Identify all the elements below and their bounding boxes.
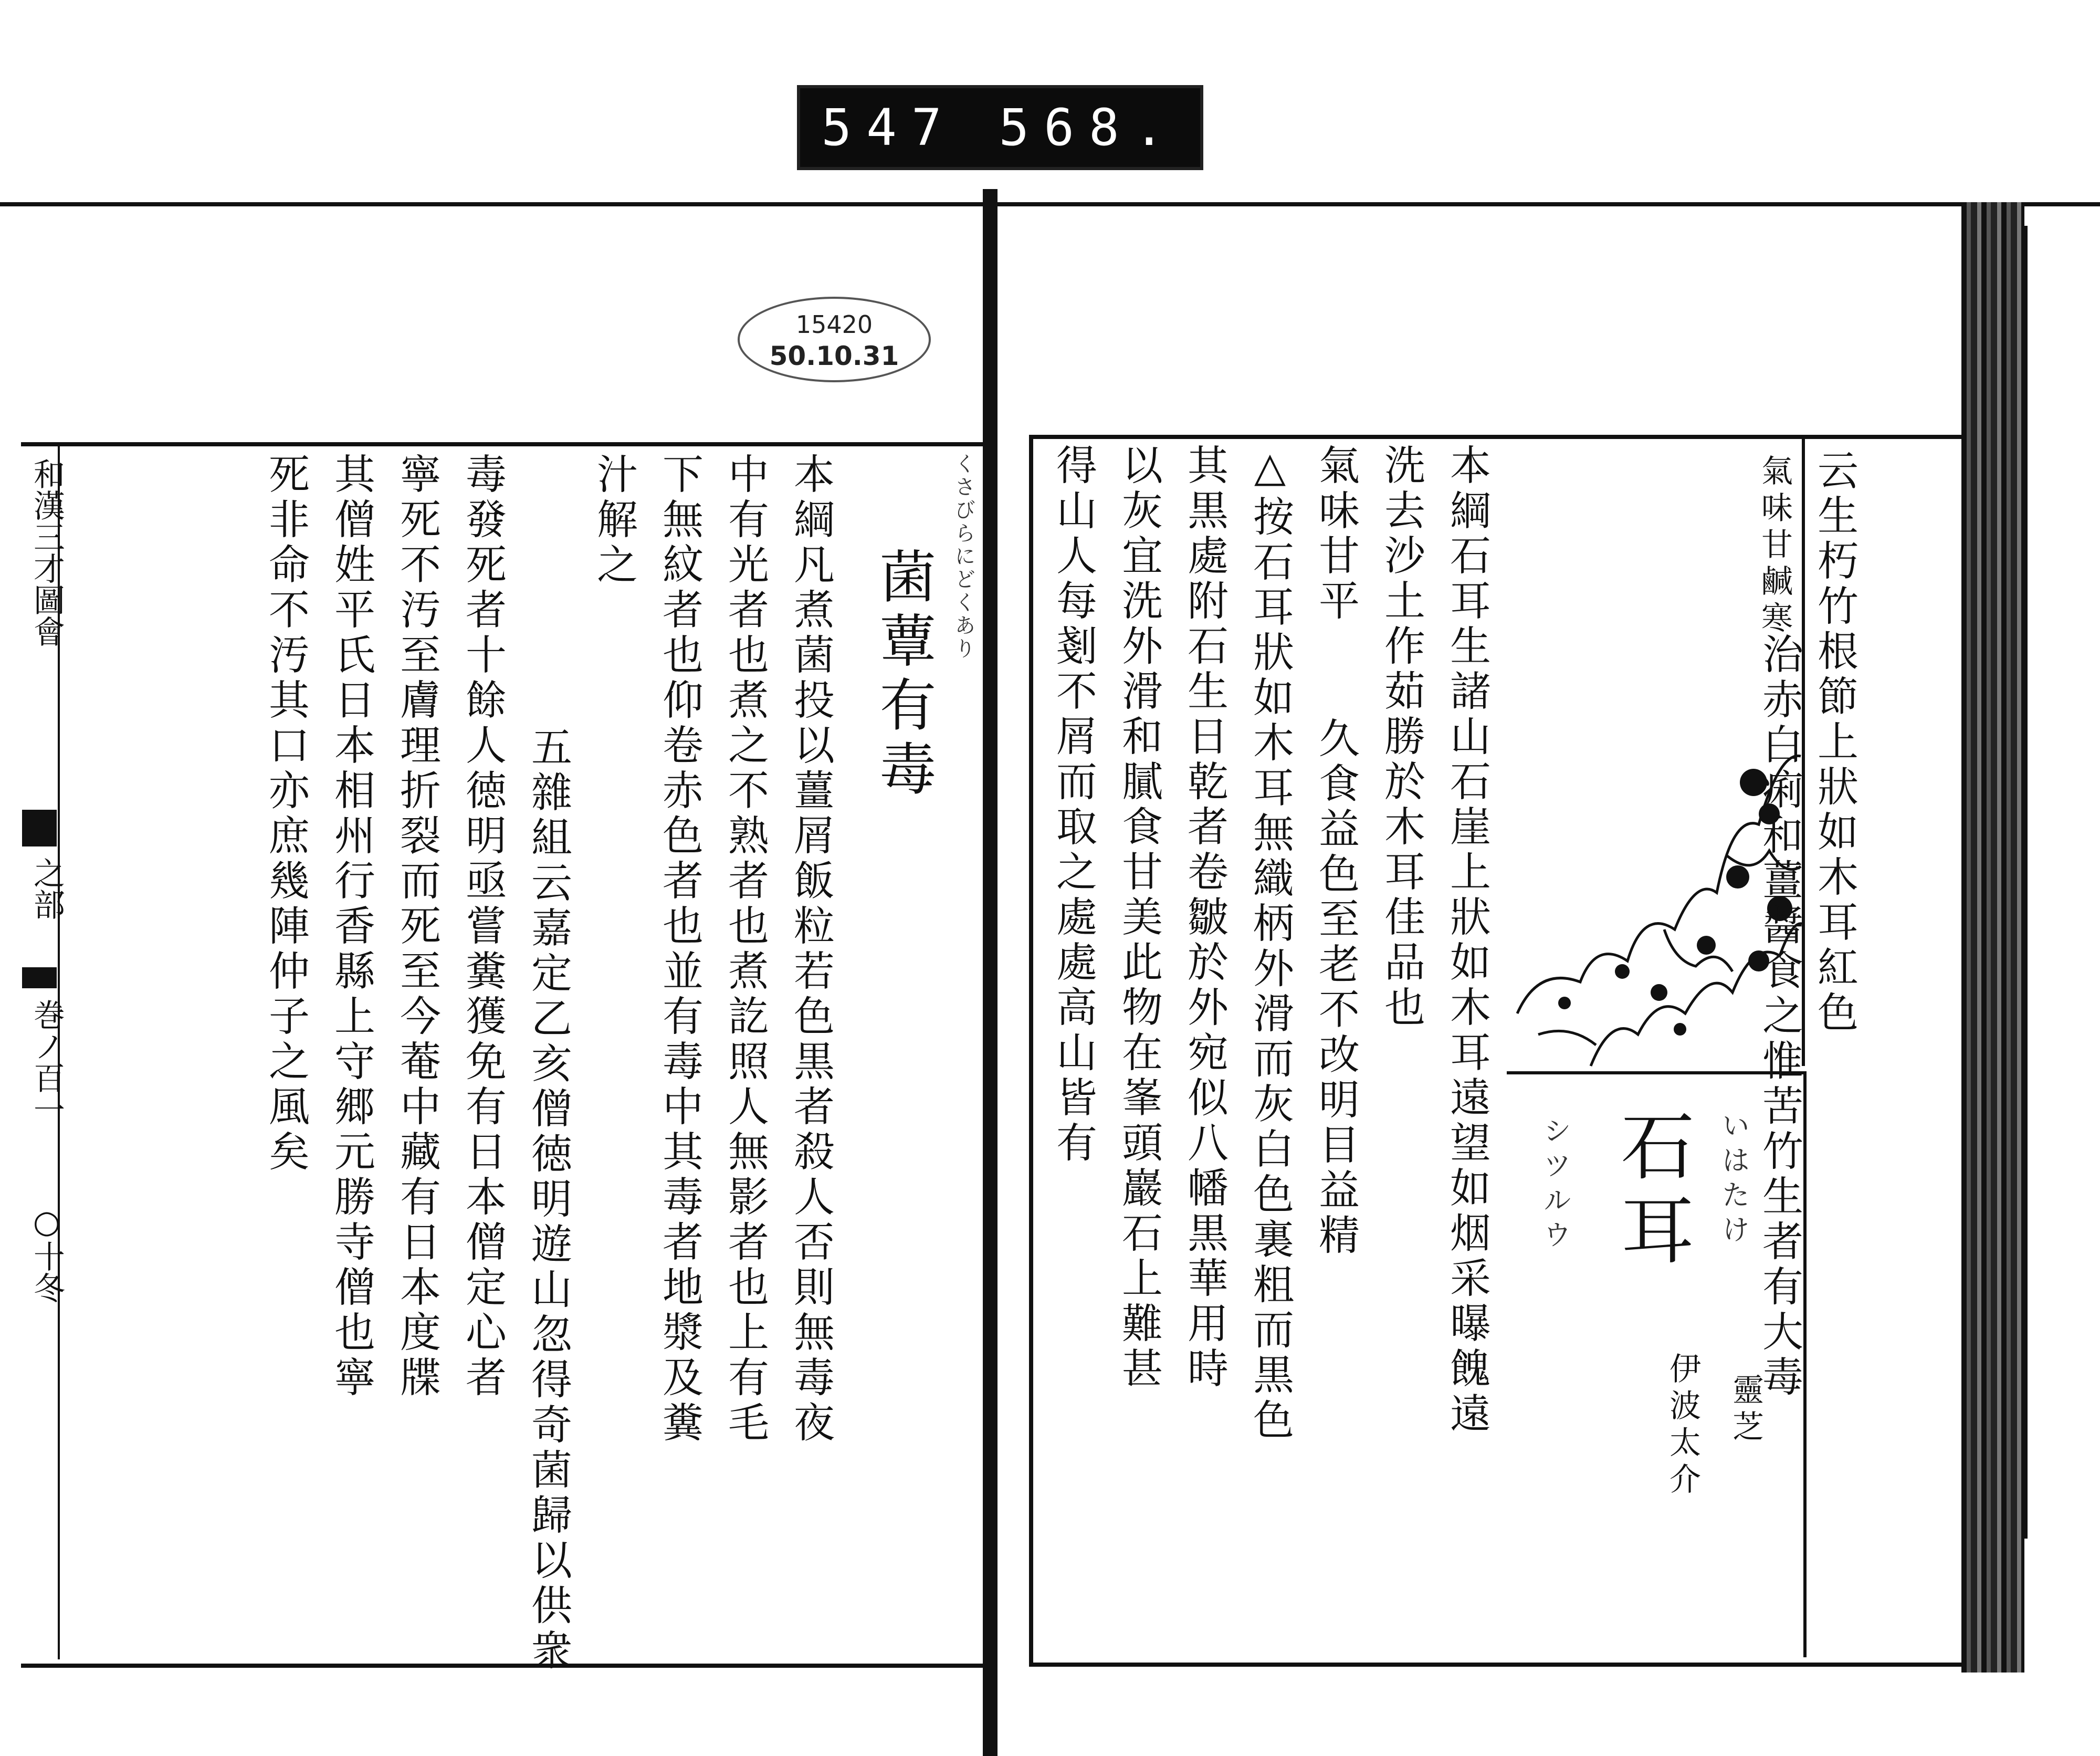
text-column: 汁解之 <box>590 453 637 588</box>
film-frame-left-number: 547 <box>821 98 957 157</box>
entry-title: 石耳 <box>1609 1108 1694 1276</box>
text-column: 中有光者也煮之不熟者也煮訖照人無影者也上有毛 <box>721 453 769 1446</box>
text-column: 洗去沙土作茹勝於木耳佳品也 <box>1378 444 1425 1031</box>
film-frame-label <box>797 85 1203 170</box>
left-page-margin <box>21 442 65 1659</box>
text-column: 其黒處附石生日乾者卷皺於外宛似八幡黒華用時 <box>1181 444 1228 1392</box>
film-frame-right-number: 568. <box>999 98 1179 157</box>
text-column: 本綱石耳生諸山石崖上狀如木耳遠望如烟采曝餽遠 <box>1443 444 1490 1437</box>
text-column: 毒發死者十餘人徳明亟嘗糞獲免有日本僧定心者 <box>459 453 506 1401</box>
right-page-text <box>1037 444 1971 1652</box>
text-column: 氣味甘平 <box>1312 444 1359 624</box>
left-page-text <box>60 453 984 1674</box>
entry-alias-reading: 伊波太介 <box>1664 1352 1701 1499</box>
margin-mark-block <box>22 810 57 846</box>
text-column: 死非命不汚其口亦庶幾陣仲子之風矣 <box>262 453 309 1175</box>
stamp-date: 50.10.31 <box>769 341 899 371</box>
text-column: 治赤白痢和薑醬食之惟苦竹生者有大毒 <box>1756 633 1803 1400</box>
text-column: 氣味甘鹹寒 <box>1756 454 1793 638</box>
next-page-edge <box>2024 226 2100 1539</box>
entry-reading-kana: いはたけ <box>1717 1111 1750 1249</box>
library-stamp <box>738 297 931 382</box>
title-gloss: くさびらにどくあり <box>951 453 975 661</box>
margin-page-number: ○十冬 <box>28 1204 65 1303</box>
entry-title: 菌蕈有毒 <box>870 547 936 803</box>
text-column: 云生朽竹根節上狀如木耳紅色 <box>1811 449 1858 1036</box>
text-column: 本綱凡煮菌投以薑屑飯粒若色黒者殺人否則無毒夜 <box>787 453 834 1446</box>
text-column: 其僧姓平氏日本相州行香縣上守郷元勝寺僧也寧 <box>328 453 375 1401</box>
text-column: 下無紋者也仰卷赤色者也並有毒中其毒者地漿及糞 <box>656 453 703 1446</box>
margin-volume: 巻ノ百一 <box>28 999 65 1125</box>
text-column: 得山人每剗不屑而取之處處高山皆有 <box>1049 444 1097 1166</box>
text-column: 寧死不汚至膚理折裂而死至今菴中藏有日本度牒 <box>393 453 440 1401</box>
margin-book-title: 和漢三才圖會 <box>28 458 65 647</box>
text-column: 久食益色至老不改明目益精 <box>1312 717 1359 1259</box>
entry-reading-katakana: シツルウ <box>1539 1116 1572 1255</box>
text-column: 五雜組云嘉定乙亥僧徳明遊山忽得奇菌歸以供衆 <box>524 726 572 1674</box>
entry-alias: 靈芝 <box>1727 1373 1764 1447</box>
margin-section: 之部 <box>28 857 65 920</box>
text-column: △按石耳狀如木耳無織柄外滑而灰白色裏粗而黒色 <box>1246 444 1294 1444</box>
stamp-number: 15420 <box>795 310 873 339</box>
text-column: 以灰宜洗外滑和膩食甘美此物在峯頭巖石上難甚 <box>1115 444 1162 1392</box>
margin-mark-block <box>22 967 57 988</box>
